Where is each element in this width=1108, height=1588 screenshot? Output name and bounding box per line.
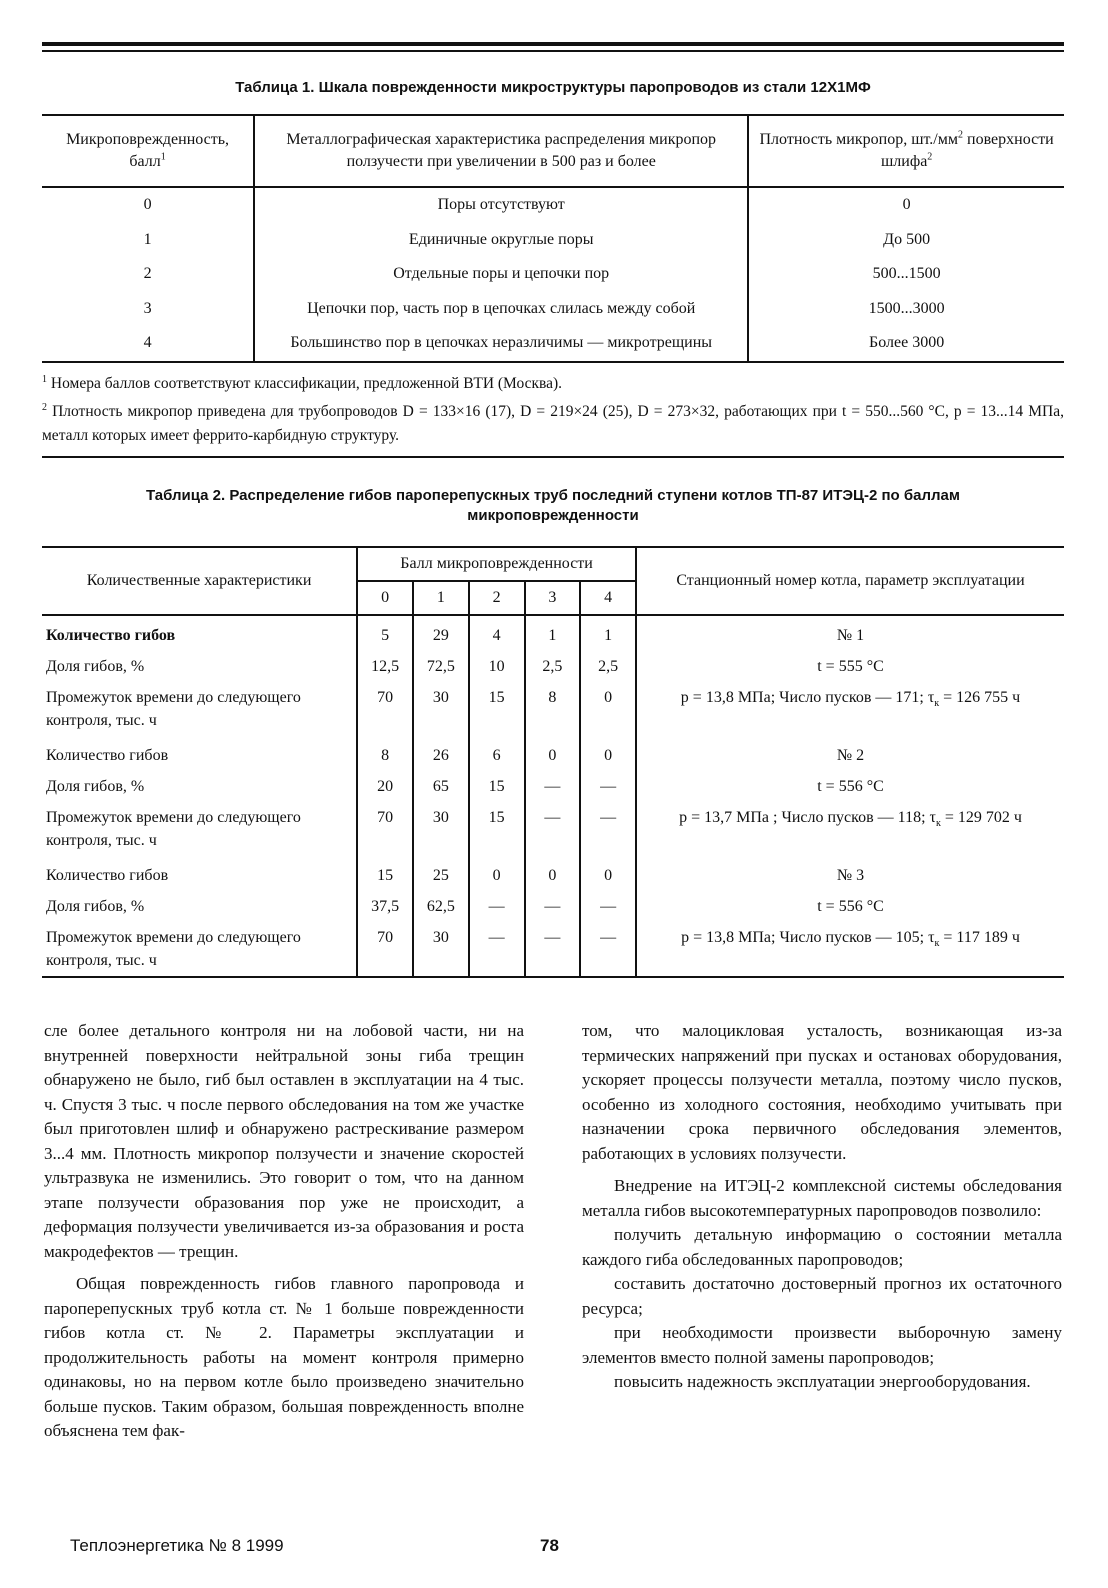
table2-row	[42, 918, 1064, 977]
table1-cell-description: Большинство пор в цепочках неразличимы — микротрещины	[254, 326, 748, 362]
table2-cell-value: 8	[525, 678, 581, 736]
table2-row	[42, 615, 1064, 647]
table2-cell-value: 20	[357, 767, 413, 798]
table1-footnote-2: $^2$ Плотность микропор приведена для трубопроводов D = 133×16 (17), D = 219×24 (25), D = 273×32, работающих при t = 550...560 °С, p = 13...14 МПа, металл которых имеет феррито-карбидную структуру.	[42, 401, 1064, 444]
table2-cell-value: 25	[413, 856, 469, 887]
table2-cell-value: 26	[413, 736, 469, 767]
table2-cell-value: 65	[413, 767, 469, 798]
table2-cell-value: 15	[469, 767, 525, 798]
table1-cell-description: Отдельные поры и цепочки пор	[254, 257, 748, 292]
body-column-left	[44, 1019, 524, 1444]
table1-cell-description: Поры отсутствуют	[254, 187, 748, 223]
table2-cell-value: 10	[469, 647, 525, 678]
table2-cell-value: 0	[580, 856, 636, 887]
table2-cell-value: 30	[413, 798, 469, 856]
table2-cell-param: № 1	[636, 615, 1064, 647]
table2-header-station: Станционный номер котла, параметр эксплуатации	[636, 547, 1064, 615]
table2-cell-value: 37,5	[357, 887, 413, 918]
table2-cell-label: Количество гибов	[46, 867, 169, 884]
body-paragraph: том, что малоцикловая усталость, возникающая из-за термических напряжений при пусках и остановах оборудования, ускоряет процессы ползучести металла, поэтому число пусков, особенно из холодного состояния, необходимо учитывать при назначении срока первичного обследования элементов, работающих в условиях ползучести.	[582, 1021, 1062, 1163]
table1-cell-description: Единичные округлые поры	[254, 223, 748, 258]
table2-cell-value: 2,5	[580, 647, 636, 678]
table2-cell-param: № 2	[636, 736, 1064, 767]
table2-cell-value: —	[469, 918, 525, 977]
table2-cell-value: 72,5	[413, 647, 469, 678]
table2-cell-value: —	[525, 798, 581, 856]
body-paragraph: Общая поврежденность гибов главного паропровода и пароперепускных труб котла ст. № 1 больше поврежденности гибов котла ст. № 2. Параметры эксплуатации и продолжительность работы на момент контроля примерно одинаковы, но на первом котле было произведено значительно больше пусков. Таким образом, большая поврежденность вполне объяснена тем фак-	[44, 1274, 524, 1440]
table2-header-score: Балл микроповрежденности	[357, 547, 636, 581]
table1-cell-density: 1500...3000	[868, 299, 945, 317]
table2-row	[42, 767, 1064, 798]
table2-cell-value: —	[525, 918, 581, 977]
table2-row	[42, 678, 1064, 736]
table1-cell-score: 3	[42, 292, 254, 327]
table2-cell-value: —	[580, 918, 636, 977]
table2-cell-value: 2,5	[525, 647, 581, 678]
table2-cell-value: 70	[357, 678, 413, 736]
table2-cell-value: 30	[413, 918, 469, 977]
table2-cell-value: 70	[357, 798, 413, 856]
table1-cell-density: 500...1500	[872, 265, 941, 283]
table2-cell-value: —	[525, 887, 581, 918]
table2-cell-value: 0	[580, 678, 636, 736]
table2-cell-value: 1	[580, 615, 636, 647]
table2-cell-param: t = 556 °С	[636, 887, 1064, 918]
table2-cell-value: —	[580, 887, 636, 918]
table2-cell-value: —	[469, 887, 525, 918]
table1-header-description: Металлографическая характеристика распределения микропор ползучести при увеличении в 500 раз и более	[254, 116, 748, 187]
table2-cell-value: 62,5	[413, 887, 469, 918]
table2-cell-label: Количество гибов	[46, 747, 169, 764]
table2-cell-value: 4	[469, 615, 525, 647]
body-paragraph: Внедрение на ИТЭЦ-2 комплексной системы обследования металла гибов высокотемпературных паропроводов позволило:	[582, 1176, 1062, 1220]
table1-row	[42, 257, 1064, 292]
table2-cell-value: 0	[525, 856, 581, 887]
table2-cell-label: Промежуток времени до следующего контроля, тыс. ч	[42, 918, 357, 977]
table2-row	[42, 856, 1064, 887]
body-paragraph: при необходимости произвести выборочную замену элементов вместо полной замены паропроводов;	[582, 1323, 1062, 1367]
table2-row	[42, 798, 1064, 856]
table2-cell-value: —	[525, 767, 581, 798]
table1-header-density: Плотность микропор, $шт./мм^2$ поверхности шлифа$^2$	[748, 116, 1064, 187]
table2-caption: Таблица 2. Распределение гибов пароперепускных труб последний ступени котлов ТП-87 ИТЭЦ-2 по баллам микроповрежденности	[146, 487, 960, 524]
table1-header-score: Микроповрежденность, балл$^1$	[42, 116, 254, 187]
table2-cell-label: Промежуток времени до следующего контроля, тыс. ч	[46, 689, 301, 729]
table2-cell-value: 15	[357, 856, 413, 887]
body-paragraph: составить достаточно достоверный прогноз их остаточного ресурса;	[582, 1274, 1062, 1318]
table1-row	[42, 187, 1064, 223]
table2-cell-param: № 3	[636, 856, 1064, 887]
table2-row	[42, 647, 1064, 678]
table1-cell-score: 1	[42, 223, 254, 258]
table2-cell-value: 29	[413, 615, 469, 647]
table1-cell-description: Цепочки пор, часть пор в цепочках слилась между собой	[254, 292, 748, 327]
table2-cell-value: 5	[357, 615, 413, 647]
table1-row	[42, 223, 1064, 258]
table2-header-score-3: 3	[525, 581, 581, 615]
body-paragraph: повысить надежность эксплуатации энергооборудования.	[614, 1372, 1031, 1391]
journal-name: Теплоэнергетика № 8 1999	[70, 1536, 284, 1555]
table2	[42, 547, 1064, 978]
table2-cell-value: 0	[525, 736, 581, 767]
table2-cell-label: Количество гибов	[46, 627, 176, 644]
table2-cell-param: p = 13,8 МПа; Число пусков — 171; $\tau_к = 126$ 755 ч	[636, 678, 1064, 736]
body-paragraph: получить детальную информацию о состоянии металла каждого гиба обследованных паропроводов;	[582, 1225, 1062, 1269]
table1-cell-score: 2	[42, 257, 254, 292]
table2-cell-label: Доля гибов, %	[46, 778, 145, 795]
body-paragraph: сле более детального контроля ни на лобовой части, ни на внутренней поверхности нейтральной зоны гиба трещин обнаружено не было, гиб был оставлен в эксплуатации на 4 тыс. ч. Спустя 3 тыс. ч после первого обследования на том же участке был приготовлен шлиф и обнаружено растрескивание размером 3...4 мм. Плотность микропор ползучести и значение скоростей ультразвука не изменились. Это говорит о том, что на данном этапе ползучести образования пор уже не происходит, а деформация ползучести увеличивается из-за образования и роста макродефектов — трещин.	[44, 1021, 524, 1261]
table2-cell-value: 8	[357, 736, 413, 767]
table2-cell-value: —	[580, 798, 636, 856]
table2-cell-value: 70	[357, 918, 413, 977]
table1-cell-score: 4	[42, 326, 254, 362]
table2-cell-value: 6	[469, 736, 525, 767]
table1	[42, 116, 1064, 363]
table2-cell-value: 0	[469, 856, 525, 887]
table2-header-score-4: 4	[580, 581, 636, 615]
body-column-right	[582, 1019, 1062, 1395]
table1-caption: Таблица 1. Шкала поврежденности микроструктуры паропроводов из стали 12Х1МФ	[235, 79, 871, 96]
table2-cell-param: p = 13,7 МПа ; Число пусков — 118; $\tau_к = 129$ 702 ч	[636, 798, 1064, 856]
top-rule-thick	[42, 42, 1064, 46]
table2-header-score-1: 1	[413, 581, 469, 615]
table2-cell-value: 12,5	[357, 647, 413, 678]
table2-header-score-0: 0	[357, 581, 413, 615]
table1-bottom-rule	[42, 456, 1064, 458]
table2-cell-param: t = 555 °С	[636, 647, 1064, 678]
table2-header-score-2: 2	[469, 581, 525, 615]
table1-footnote-1: $^1$ Номера баллов соответствуют классификации, предложенной ВТИ (Москва).	[42, 373, 563, 392]
table2-cell-value: 15	[469, 798, 525, 856]
table2-row	[42, 887, 1064, 918]
table2-cell-param: t = 556 °С	[636, 767, 1064, 798]
page-number: 78	[540, 1536, 559, 1555]
table2-cell-label: Промежуток времени до следующего контроля, тыс. ч	[46, 809, 301, 849]
table2-cell-value: —	[580, 767, 636, 798]
table2-header-characteristics: Количественные характеристики	[42, 547, 357, 615]
table1-cell-density: 0	[902, 196, 911, 214]
top-rule-thin	[42, 50, 1064, 52]
table2-cell-param: p = 13,8 МПа; Число пусков — 105; $\tau_к = 117$ 189 ч	[636, 918, 1064, 977]
table2-cell-value: 0	[580, 736, 636, 767]
table1-cell-density: Более 3000	[748, 326, 1064, 362]
table2-cell-value: 15	[469, 678, 525, 736]
table2-row	[42, 736, 1064, 767]
table2-cell-label: Доля гибов, %	[46, 658, 145, 675]
table2-cell-label: Доля гибов, %	[46, 898, 145, 915]
table1-cell-score: 0	[42, 187, 254, 223]
table1-row	[42, 292, 1064, 327]
table1-row	[42, 326, 1064, 362]
table2-cell-value: 30	[413, 678, 469, 736]
table2-cell-value: 1	[525, 615, 581, 647]
table1-cell-density: До 500	[883, 230, 931, 248]
